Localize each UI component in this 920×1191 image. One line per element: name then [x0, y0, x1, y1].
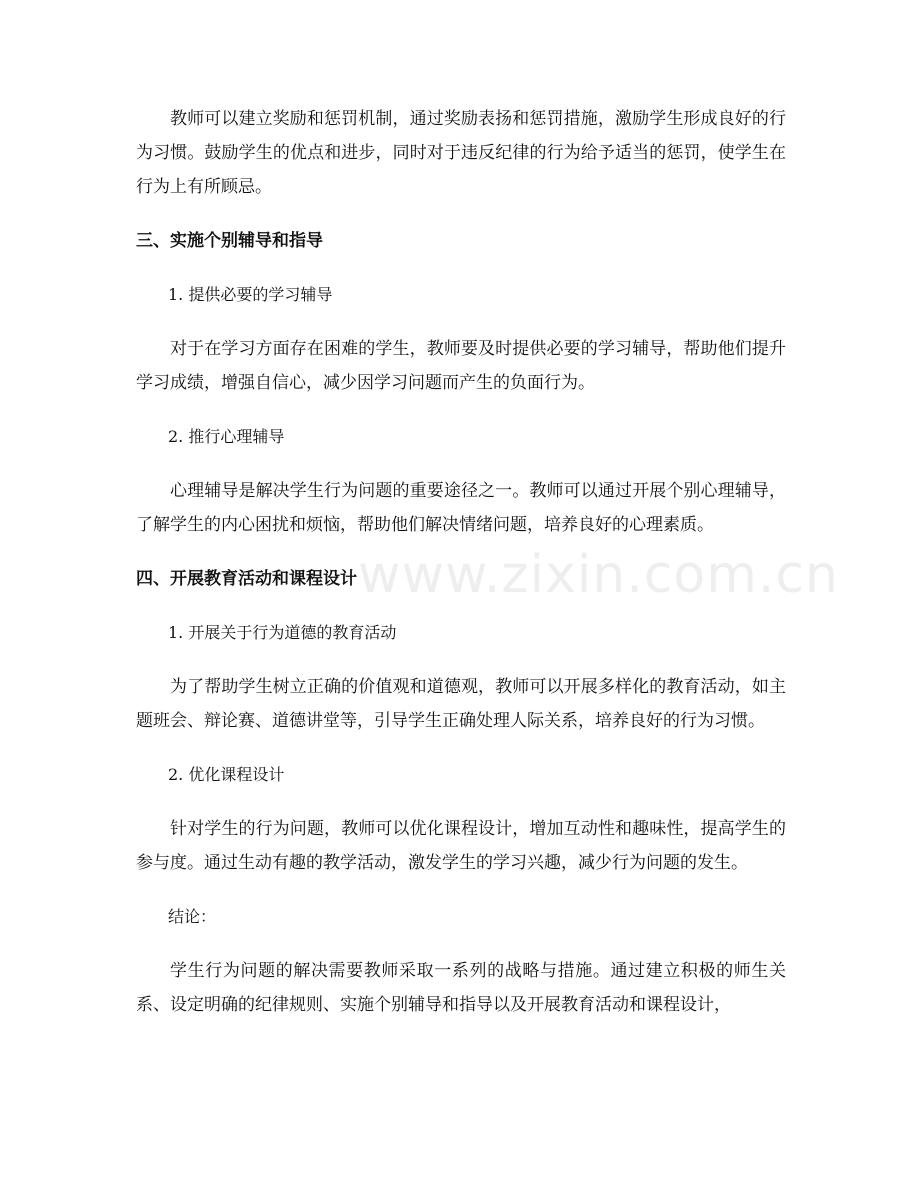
watermark-text: www.zixin.com.cn	[358, 545, 839, 605]
section-heading-3: 三、实施个别辅导和指导	[136, 231, 323, 251]
subheading-3-2: 2. 推行心理辅导	[168, 427, 285, 446]
subheading-4-2: 2. 优化课程设计	[168, 765, 285, 784]
conclusion-label: 结论：	[168, 907, 217, 926]
section-heading-4: 四、开展教育活动和课程设计	[136, 569, 357, 589]
paragraph-3-2: 心理辅导是解决学生行为问题的重要途径之一。教师可以通过开展个别心理辅导，了解学生的内心困扰和烦恼，帮助他们解决情绪问题，培养良好的心理素质。	[136, 481, 786, 535]
paragraph-reward-punishment: 教师可以建立奖励和惩罚机制，通过奖励表扬和惩罚措施，激励学生形成良好的行为习惯。鼓励学生的优点和进步，同时对于违反纪律的行为给予适当的惩罚，使学生在行为上有所顾忌。	[136, 109, 786, 197]
subheading-4-1: 1. 开展关于行为道德的教育活动	[168, 623, 397, 642]
document-body	[136, 102, 786, 1022]
paragraph-4-2: 针对学生的行为问题，教师可以优化课程设计，增加互动性和趣味性，提高学生的参与度。通过生动有趣的教学活动，激发学生的学习兴趣，减少行为问题的发生。	[136, 819, 786, 873]
paragraph-3-1: 对于在学习方面存在困难的学生，教师要及时提供必要的学习辅导，帮助他们提升学习成绩，增强自信心，减少因学习问题而产生的负面行为。	[136, 339, 786, 393]
paragraph-4-1: 为了帮助学生树立正确的价值观和道德观，教师可以开展多样化的教育活动，如主题班会、辩论赛、道德讲堂等，引导学生正确处理人际关系，培养良好的行为习惯。	[136, 677, 786, 731]
paragraph-conclusion: 学生行为问题的解决需要教师采取一系列的战略与措施。通过建立积极的师生关系、设定明确的纪律规则、实施个别辅导和指导以及开展教育活动和课程设计，	[136, 961, 786, 1015]
subheading-3-1: 1. 提供必要的学习辅导	[168, 285, 333, 304]
